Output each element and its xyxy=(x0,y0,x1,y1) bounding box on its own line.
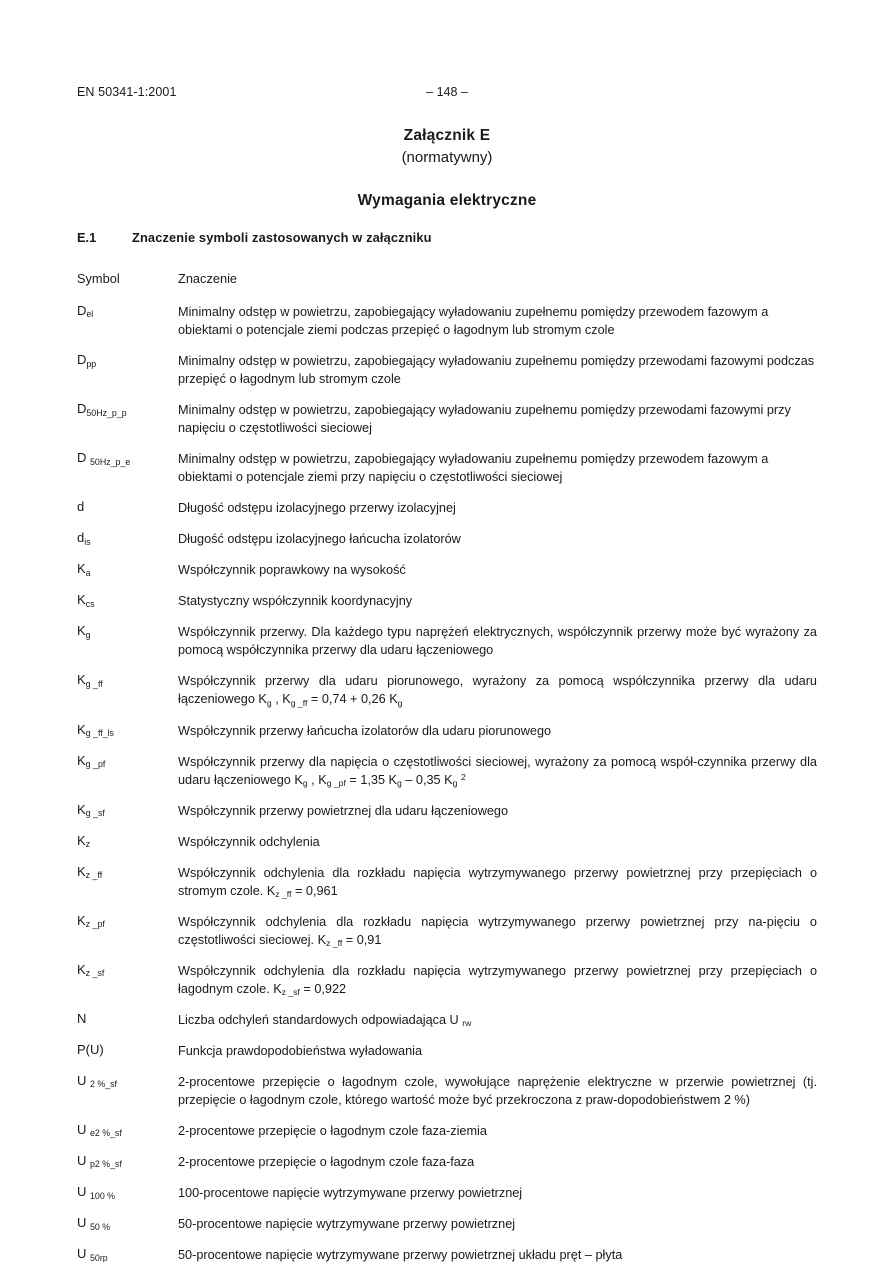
symbol-U_50%: U $_{50 \%}$ xyxy=(77,1215,111,1232)
definition-row xyxy=(77,1073,817,1109)
definition-text: Minimalny odstęp w powietrzu, zapobiegający wyładowaniu zupełnemu pomiędzy przewodem fazowym a obiektami o potencjale ziemi podczas przepięć o łagodnym lub stromym czole xyxy=(178,305,769,338)
symbol-definition-list xyxy=(77,303,817,1262)
definition-text: Współczynnik odchylenia dla rozkładu napięcia wytrzymywanego przerwy powietrznej przy przepięciach o łagodnym czole. $K_{z \_sf} = 0,922$ xyxy=(178,963,817,998)
symbol-D_50Hz_p_p: $D_{50Hz\_p\_p}$ xyxy=(77,401,127,418)
definition-text: Funkcja prawdopodobieństwa wyładowania xyxy=(178,1043,423,1058)
definition-text: Minimalny odstęp w powietrzu, zapobiegający wyładowaniu zupełnemu pomiędzy przewodami fazowymi przy napięciu o częstotliwości sieciowej xyxy=(178,403,791,436)
definition-text: Długość odstępu izolacyjnego łańcucha izolatorów xyxy=(178,532,461,547)
page-number: – 148 – xyxy=(426,85,468,99)
definition-row xyxy=(77,1246,817,1262)
annex-title: Załącznik E xyxy=(403,127,491,144)
definition-row xyxy=(77,1122,817,1140)
symbol-U_p2%_sf: U $_{p2 \%\_sf}$ xyxy=(77,1153,122,1170)
symbol-K_g_pf: $K_{g \_pf}$ xyxy=(77,752,106,769)
symbol-d_is: $d_{is}$ xyxy=(77,530,91,547)
definition-text: 2-procentowe przepięcie o łagodnym czole, wywołujące naprężenie elektryczne w przerwie powietrznej (tj. przepięcie o łagodnym czole, którego wartość może być przekroczona z praw-dopodobieństwem 2 %) xyxy=(178,1074,817,1107)
definition-text: Współczynnik przerwy. Dla każdego typu naprężeń elektrycznych, współczynnik przerwy może być wyrażony za pomocą współczynnika przerwy dla udaru łączeniowego xyxy=(178,625,817,658)
definition-text: 50-procentowe napięcie wytrzymywane przerwy powietrznej xyxy=(178,1217,516,1232)
definition-text: Współczynnik odchylenia dla rozkładu napięcia wytrzymywanego przerwy powietrznej przy na-pięciu o częstotliwości sieciowej. $K_{z \_ff} = 0,91$ xyxy=(178,914,817,949)
definition-text: Współczynnik przerwy łańcucha izolatorów dla udaru piorunowego xyxy=(178,723,552,738)
definition-text: Minimalny odstęp w powietrzu, zapobiegający wyładowaniu zupełnemu pomiędzy przewodem fazowym a obiektami o potencjale ziemi przy napięciu o częstotliwości sieciowej xyxy=(178,452,769,485)
definition-row xyxy=(77,722,817,740)
clause-number: E.1 xyxy=(77,230,97,245)
symbol-K_z: $K_z$ xyxy=(77,832,91,850)
definition-text: Współczynnik przerwy powietrznej dla udaru łączeniowego xyxy=(178,803,509,818)
definition-row xyxy=(77,592,817,610)
symbol-K_g_ff: $K_{g \_ff}$ xyxy=(77,672,103,689)
column-header-symbol: Symbol xyxy=(77,271,120,286)
definition-text: 2-procentowe przepięcie o łagodnym czole faza-ziemia xyxy=(178,1123,487,1138)
definition-row xyxy=(77,1011,817,1029)
symbol-K_g_ff_ls: $K_{g \_ff\_ls}$ xyxy=(77,721,114,738)
symbol-K_cs: $K_{cs}$ xyxy=(77,592,95,609)
definition-text: 2-procentowe przepięcie o łagodnym czole faza-faza xyxy=(178,1155,475,1169)
definition-row xyxy=(77,450,817,486)
definition-row xyxy=(77,962,817,998)
definition-row xyxy=(77,753,817,789)
definition-row xyxy=(77,561,817,579)
symbol-K_z_sf: $K_{z \_sf}$ xyxy=(77,961,105,979)
definition-row xyxy=(77,1153,817,1171)
annex-subtitle: (normatywny) xyxy=(401,149,493,166)
column-header-meaning: Znaczenie xyxy=(178,271,238,286)
symbol-D_50Hz_p_e: D $_{50Hz\_p\_e}$ xyxy=(77,450,131,467)
definition-row xyxy=(77,802,817,820)
symbol-U_50rp: U $_{50rp}$ xyxy=(77,1246,108,1262)
symbol-D_pp: $D_{pp}$ xyxy=(77,352,97,369)
symbol-K_g: $K_g$ xyxy=(77,623,91,640)
symbol-D_el: $D_{el}$ xyxy=(77,303,94,320)
definition-text: Współczynnik poprawkowy na wysokość xyxy=(178,563,406,578)
symbol-P(U): P(U) xyxy=(77,1041,104,1057)
definition-text: Współczynnik przerwy dla udaru piorunowego, wyrażony za pomocą współczynnika przerwy dla udaru łączeniowego $K_g$ , $K_{g \_ff} = 0,74 + 0,26$ $K_g$ xyxy=(178,674,817,708)
symbol-U_100%: U $_{100 \%}$ xyxy=(77,1184,116,1201)
symbol-N: N xyxy=(77,1010,87,1026)
symbol-K_z_pf: $K_{z \_pf}$ xyxy=(77,912,105,930)
definition-row xyxy=(77,833,817,851)
symbol-d: d xyxy=(77,499,85,515)
definition-text: 100-procentowe napięcie wytrzymywane przerwy powietrznej xyxy=(178,1186,523,1201)
definition-text: Współczynnik odchylenia xyxy=(178,834,320,849)
definition-text: Współczynnik odchylenia dla rozkładu napięcia wytrzymywanego przerwy powietrznej przy przepięciach o stromym czole. $K_{z \_ff} = 0,961$ xyxy=(178,865,817,900)
definition-row xyxy=(77,401,817,437)
symbol-U_2%_sf: U $_{2 \%\_sf}$ xyxy=(77,1072,117,1090)
clause-title: Znaczenie symboli zastosowanych w załączniku xyxy=(132,230,432,245)
symbol-U_e2%_sf: U $_{e2 \%\_sf}$ xyxy=(77,1121,122,1139)
definition-row xyxy=(77,864,817,900)
definition-row xyxy=(77,530,817,548)
annex-heading: Wymagania elektryczne xyxy=(357,192,537,209)
standard-identifier: EN 50341-1:2001 xyxy=(77,85,177,99)
definition-text: Współczynnik przerwy dla napięcia o częstotliwości sieciowej, wyrażony za pomocą współ-czynnika przerwy dla udaru łączeniowego $K_g$ , $K_{g \_pf} = 1,35$ $K_g - 0,35$ $K_g$ $^2$ xyxy=(178,754,817,788)
symbol-K_z_ff: $K_{z \_ff}$ xyxy=(77,863,103,881)
definition-row xyxy=(77,672,817,708)
definition-row xyxy=(77,1184,817,1202)
definition-text: Minimalny odstęp w powietrzu, zapobiegający wyładowaniu zupełnemu pomiędzy przewodami fazowymi podczas przepięć o łagodnym lub stromym czole xyxy=(178,354,815,387)
definition-row xyxy=(77,1042,817,1060)
definition-text: Statystyczny współczynnik koordynacyjny xyxy=(178,594,413,609)
definition-row xyxy=(77,303,817,339)
definition-text: Liczba odchyleń standardowych odpowiadająca U $_{rw}$ xyxy=(178,1012,472,1029)
definition-row xyxy=(77,1215,817,1233)
clause-heading xyxy=(77,230,817,245)
definition-row xyxy=(77,623,817,659)
symbol-K_a: $K_a$ xyxy=(77,561,91,578)
definition-row xyxy=(77,499,817,517)
symbol-K_g_sf: $K_{g \_sf}$ xyxy=(77,801,105,819)
definition-row xyxy=(77,352,817,388)
running-header xyxy=(77,85,817,101)
definition-text: 50-procentowe napięcie wytrzymywane przerwy powietrznej układu pręt – płyta xyxy=(178,1248,623,1262)
definition-text: Długość odstępu izolacyjnego przerwy izolacyjnej xyxy=(178,501,456,516)
definition-row xyxy=(77,913,817,949)
